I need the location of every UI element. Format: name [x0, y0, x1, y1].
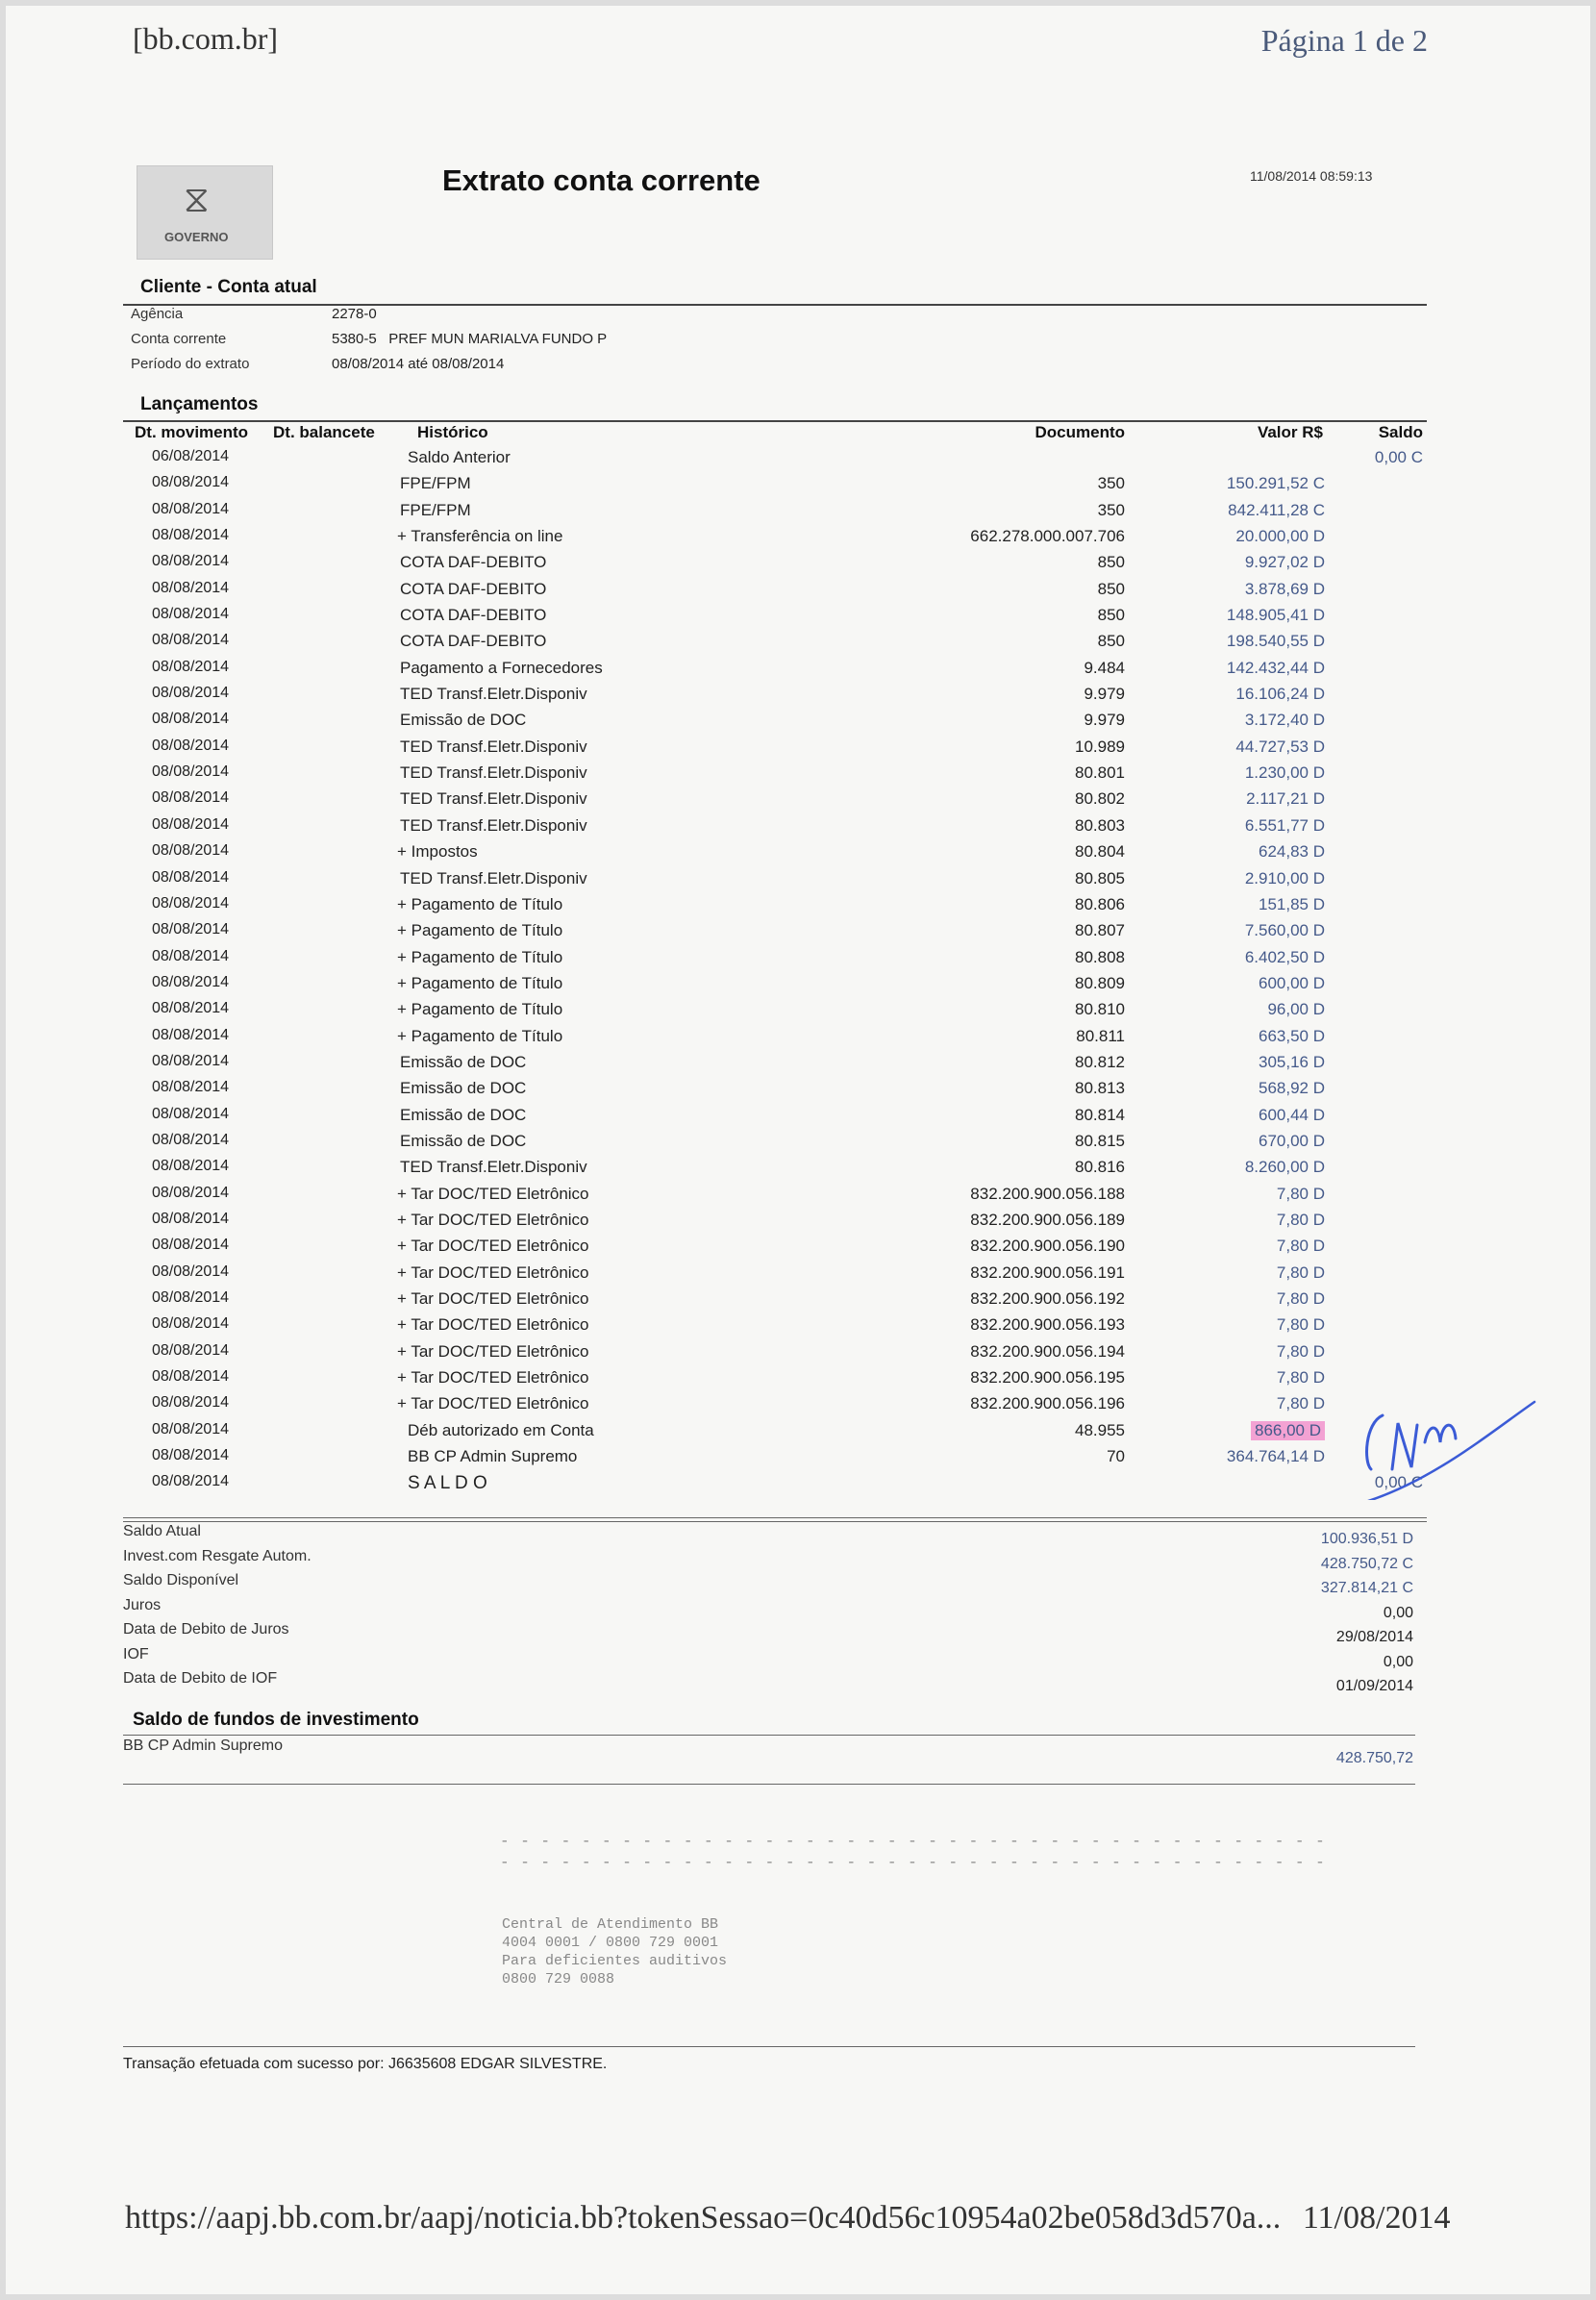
- row-valor: 7,80 D: [1276, 1210, 1325, 1229]
- col-historico: Histórico: [417, 423, 488, 441]
- row-valor: 150.291,52 C: [1226, 474, 1325, 493]
- row-valor: 2.910,00 D: [1244, 868, 1325, 888]
- row-historico: + Pagamento de Título: [397, 1026, 563, 1045]
- summary-value: 428.750,72 C: [1320, 1555, 1413, 1572]
- row-documento: 832.200.900.056.195: [970, 1368, 1125, 1388]
- row-valor: 624,83 D: [1259, 842, 1325, 862]
- row-date: 08/08/2014: [152, 632, 230, 649]
- row-valor: 7.560,00 D: [1244, 921, 1325, 940]
- dashed-line-2: - - - - - - - - - - - - - - - - - - - - - - - - - - - - - - - - - - - - - - - - -: [500, 1854, 1326, 1871]
- row-documento: 9.979: [1084, 685, 1125, 704]
- row-documento: 832.200.900.056.193: [970, 1315, 1125, 1335]
- support-block: [502, 1915, 727, 1988]
- row-historico: + Tar DOC/TED Eletrônico: [397, 1341, 589, 1361]
- row-documento: 80.802: [1075, 789, 1125, 809]
- row-valor: 7,80 D: [1276, 1184, 1325, 1203]
- summary-label: Saldo Atual: [123, 1523, 201, 1539]
- table-row: [0, 842, 1596, 868]
- funds-divider: [123, 1735, 1415, 1736]
- row-historico: + Pagamento de Título: [397, 1000, 563, 1019]
- row-historico: TED Transf.Eletr.Disponiv: [400, 868, 587, 888]
- row-documento: 80.815: [1075, 1131, 1125, 1150]
- support-line-3: Para deficientes auditivos: [502, 1953, 728, 1969]
- entries-divider: [123, 420, 1427, 422]
- row-date: 06/08/2014: [152, 448, 230, 464]
- bb-logo-icon: ⧖: [184, 180, 210, 220]
- table-row: [0, 474, 1596, 500]
- row-documento: 80.806: [1075, 894, 1125, 913]
- row-historico: TED Transf.Eletr.Disponiv: [400, 685, 587, 704]
- summary-value: 100.936,51 D: [1320, 1531, 1413, 1547]
- row-valor: 7,80 D: [1276, 1315, 1325, 1335]
- table-row: [0, 763, 1596, 789]
- row-documento: 850: [1097, 553, 1125, 572]
- row-date: 08/08/2014: [152, 921, 230, 938]
- row-historico: + Tar DOC/TED Eletrônico: [397, 1289, 589, 1308]
- row-historico: TED Transf.Eletr.Disponiv: [400, 737, 587, 756]
- row-historico: COTA DAF-DEBITO: [400, 606, 547, 625]
- row-historico: + Transferência on line: [397, 527, 563, 546]
- col-dt-movimento: Dt. movimento: [135, 423, 249, 441]
- row-documento: 850: [1097, 632, 1125, 651]
- summary-label: IOF: [123, 1645, 149, 1662]
- row-valor: 866,00 D: [1251, 1421, 1325, 1440]
- row-documento: 80.805: [1075, 868, 1125, 888]
- row-date: 08/08/2014: [152, 658, 230, 675]
- row-date: 08/08/2014: [152, 1394, 230, 1412]
- row-date: 08/08/2014: [152, 1026, 230, 1043]
- row-date: 08/08/2014: [152, 1341, 230, 1359]
- row-documento: 832.200.900.056.190: [970, 1237, 1125, 1256]
- row-documento: 850: [1097, 606, 1125, 625]
- row-historico: + Pagamento de Título: [397, 973, 563, 992]
- row-documento: 48.955: [1075, 1420, 1125, 1439]
- row-valor: 2.117,21 D: [1246, 789, 1325, 809]
- row-historico: TED Transf.Eletr.Disponiv: [400, 1158, 587, 1177]
- table-row: [0, 1132, 1596, 1158]
- row-historico: + Impostos: [397, 842, 478, 862]
- row-valor: 600,44 D: [1259, 1105, 1325, 1124]
- row-historico: Saldo Anterior: [408, 448, 511, 466]
- row-valor: 151,85 D: [1259, 894, 1325, 913]
- row-documento: 80.814: [1075, 1105, 1125, 1124]
- table-row: [0, 974, 1596, 1000]
- row-valor: 7,80 D: [1276, 1394, 1325, 1413]
- row-saldo: 0,00 C: [1374, 1473, 1423, 1492]
- row-historico: Emissão de DOC: [400, 1052, 527, 1071]
- row-documento: 10.989: [1075, 737, 1125, 756]
- row-valor: 96,00 D: [1267, 1000, 1325, 1019]
- row-date: 08/08/2014: [152, 1210, 230, 1227]
- row-historico: + Tar DOC/TED Eletrônico: [397, 1315, 589, 1335]
- fund-name: BB CP Admin Supremo: [123, 1738, 284, 1754]
- row-documento: 9.979: [1084, 711, 1125, 730]
- table-row: [0, 685, 1596, 711]
- table-row: [0, 1289, 1596, 1315]
- client-section-title: Cliente - Conta atual: [140, 277, 317, 297]
- row-date: 08/08/2014: [152, 1315, 230, 1333]
- row-documento: 832.200.900.056.192: [970, 1289, 1125, 1308]
- col-saldo: Saldo: [1378, 423, 1423, 441]
- table-row: [0, 1106, 1596, 1132]
- summary-label: Data de Debito de Juros: [123, 1621, 289, 1638]
- table-row: [0, 1027, 1596, 1053]
- summary-label: Data de Debito de IOF: [123, 1670, 278, 1687]
- fund-value: 428.750,72: [1335, 1750, 1413, 1766]
- row-historico: Déb autorizado em Conta: [408, 1420, 594, 1439]
- row-date: 08/08/2014: [152, 1105, 230, 1122]
- row-date: 08/08/2014: [152, 527, 230, 544]
- summary-label: Saldo Disponível: [123, 1572, 239, 1588]
- row-valor: 3.172,40 D: [1244, 711, 1325, 730]
- row-historico: COTA DAF-DEBITO: [400, 579, 547, 598]
- table-row: [0, 895, 1596, 921]
- summary-divider-top: [123, 1517, 1427, 1518]
- table-row: [0, 948, 1596, 974]
- row-documento: 9.484: [1084, 658, 1125, 677]
- row-date: 08/08/2014: [152, 1158, 230, 1175]
- table-row: [0, 527, 1596, 553]
- table-row: [0, 1158, 1596, 1184]
- support-line-2: 4004 0001 / 0800 729 0001: [502, 1935, 719, 1951]
- table-row: [0, 1000, 1596, 1026]
- table-row: [0, 711, 1596, 737]
- row-date: 08/08/2014: [152, 763, 230, 781]
- row-valor: 6.551,77 D: [1244, 815, 1325, 835]
- row-historico: FPE/FPM: [400, 500, 471, 519]
- row-historico: + Pagamento de Título: [397, 894, 563, 913]
- row-documento: 80.801: [1075, 763, 1125, 783]
- row-date: 08/08/2014: [152, 711, 230, 728]
- row-historico: + Tar DOC/TED Eletrônico: [397, 1184, 589, 1203]
- logo-caption: GOVERNO: [164, 230, 229, 244]
- row-valor: 670,00 D: [1259, 1131, 1325, 1150]
- dashed-line-1: - - - - - - - - - - - - - - - - - - - - - - - - - - - - - - - - - - - - - - - - -: [500, 1833, 1326, 1850]
- row-valor: 142.432,44 D: [1226, 658, 1325, 677]
- row-historico: TED Transf.Eletr.Disponiv: [400, 763, 587, 783]
- page-number: Página 1 de 2: [1260, 23, 1428, 58]
- entries-section-title: Lançamentos: [140, 394, 259, 414]
- row-documento: 80.810: [1075, 1000, 1125, 1019]
- bank-logo: [137, 165, 273, 260]
- table-row: [0, 1315, 1596, 1341]
- footer-date: 11/08/2014: [1302, 2200, 1451, 2236]
- table-row: [0, 738, 1596, 763]
- row-documento: 350: [1097, 500, 1125, 519]
- row-historico: Emissão de DOC: [400, 1105, 527, 1124]
- table-row: [0, 1211, 1596, 1237]
- row-documento: 832.200.900.056.191: [970, 1262, 1125, 1282]
- row-historico: Pagamento a Fornecedores: [400, 658, 603, 677]
- row-date: 08/08/2014: [152, 579, 230, 596]
- row-valor: 9.927,02 D: [1244, 553, 1325, 572]
- row-date: 08/08/2014: [152, 1420, 230, 1438]
- row-date: 08/08/2014: [152, 1079, 230, 1096]
- table-row: [0, 448, 1596, 474]
- transaction-divider: [123, 2046, 1415, 2047]
- row-valor: 663,50 D: [1259, 1026, 1325, 1045]
- handwritten-initials: [1346, 1356, 1538, 1500]
- row-documento: 850: [1097, 579, 1125, 598]
- row-documento: 80.816: [1075, 1158, 1125, 1177]
- row-historico: Emissão de DOC: [400, 711, 527, 730]
- table-row: [0, 789, 1596, 815]
- row-date: 08/08/2014: [152, 815, 230, 833]
- row-historico: + Tar DOC/TED Eletrônico: [397, 1394, 589, 1413]
- row-historico: FPE/FPM: [400, 474, 471, 493]
- summary-label: Juros: [123, 1596, 162, 1613]
- row-valor: 7,80 D: [1276, 1262, 1325, 1282]
- row-date: 08/08/2014: [152, 1184, 230, 1201]
- row-documento: 80.812: [1075, 1052, 1125, 1071]
- row-date: 08/08/2014: [152, 1447, 230, 1464]
- row-valor: 16.106,24 D: [1235, 685, 1325, 704]
- row-documento: 350: [1097, 474, 1125, 493]
- row-historico: COTA DAF-DEBITO: [400, 553, 547, 572]
- row-valor: 1.230,00 D: [1244, 763, 1325, 783]
- row-documento: 832.200.900.056.194: [970, 1341, 1125, 1361]
- row-date: 08/08/2014: [152, 1289, 230, 1306]
- row-historico: + Tar DOC/TED Eletrônico: [397, 1262, 589, 1282]
- row-historico: TED Transf.Eletr.Disponiv: [400, 789, 587, 809]
- row-documento: 832.200.900.056.196: [970, 1394, 1125, 1413]
- row-date: 08/08/2014: [152, 1237, 230, 1254]
- site-label: [bb.com.br]: [133, 21, 279, 56]
- table-row: [0, 1237, 1596, 1262]
- row-documento: 80.811: [1076, 1026, 1125, 1045]
- table-row: [0, 501, 1596, 527]
- row-date: 08/08/2014: [152, 1262, 230, 1280]
- row-date: 08/08/2014: [152, 1473, 230, 1490]
- row-date: 08/08/2014: [152, 1368, 230, 1386]
- summary-value: 0,00: [1383, 1604, 1413, 1621]
- row-historico: + Pagamento de Título: [397, 947, 563, 966]
- row-historico: + Tar DOC/TED Eletrônico: [397, 1237, 589, 1256]
- row-valor: 3.878,69 D: [1244, 579, 1325, 598]
- row-valor: 600,00 D: [1259, 973, 1325, 992]
- table-row: [0, 816, 1596, 842]
- summary-value: 327.814,21 C: [1320, 1580, 1413, 1596]
- row-historico: + Tar DOC/TED Eletrônico: [397, 1210, 589, 1229]
- agency-value: 2278-0: [332, 306, 377, 322]
- table-row: [0, 632, 1596, 658]
- row-valor: 7,80 D: [1276, 1237, 1325, 1256]
- row-valor: 7,80 D: [1276, 1368, 1325, 1388]
- row-date: 08/08/2014: [152, 1131, 230, 1148]
- row-documento: 832.200.900.056.188: [970, 1184, 1125, 1203]
- row-date: 08/08/2014: [152, 894, 230, 912]
- period-label: Período do extrato: [131, 356, 250, 372]
- row-date: 08/08/2014: [152, 1052, 230, 1069]
- summary-label: Invest.com Resgate Autom.: [123, 1547, 312, 1564]
- agency-label: Agência: [131, 306, 184, 322]
- row-valor: 7,80 D: [1276, 1289, 1325, 1308]
- row-saldo: 0,00 C: [1374, 448, 1423, 466]
- account-value: 5380-5 PREF MUN MARIALVA FUNDO P: [332, 331, 608, 347]
- row-date: 08/08/2014: [152, 868, 230, 886]
- row-valor: 44.727,53 D: [1235, 737, 1325, 756]
- row-documento: 70: [1107, 1447, 1125, 1466]
- row-valor: 305,16 D: [1259, 1052, 1325, 1071]
- summary-value: 29/08/2014: [1335, 1629, 1413, 1645]
- table-row: [0, 553, 1596, 579]
- table-row: [0, 1079, 1596, 1105]
- support-line-4: 0800 729 0088: [502, 1971, 615, 1988]
- row-date: 08/08/2014: [152, 842, 230, 860]
- row-historico: + Pagamento de Título: [397, 921, 563, 940]
- row-date: 08/08/2014: [152, 553, 230, 570]
- timestamp: 11/08/2014 08:59:13: [1250, 168, 1373, 184]
- row-valor: 148.905,41 D: [1226, 606, 1325, 625]
- funds-divider-bottom: [123, 1784, 1415, 1785]
- row-valor: 364.764,14 D: [1226, 1447, 1325, 1466]
- funds-section-title: Saldo de fundos de investimento: [133, 1710, 419, 1730]
- transaction-status: Transação efetuada com sucesso por: J6635608 EDGAR SILVESTRE.: [123, 2056, 608, 2072]
- row-date: 08/08/2014: [152, 1000, 230, 1017]
- table-row: [0, 1263, 1596, 1289]
- client-divider: [123, 304, 1427, 306]
- row-date: 08/08/2014: [152, 947, 230, 964]
- row-historico: COTA DAF-DEBITO: [400, 632, 547, 651]
- row-historico: + Tar DOC/TED Eletrônico: [397, 1368, 589, 1388]
- footer-url-text[interactable]: https://aapj.bb.com.br/aapj/noticia.bb?tokenSessao=0c40d56c10954a02be058d3d570a...: [125, 2200, 1282, 2236]
- row-valor: 568,92 D: [1259, 1079, 1325, 1098]
- row-valor: 20.000,00 D: [1235, 527, 1325, 546]
- summary-divider-bottom: [123, 1521, 1427, 1522]
- row-documento: 832.200.900.056.189: [970, 1210, 1125, 1229]
- row-date: 08/08/2014: [152, 606, 230, 623]
- row-valor: 8.260,00 D: [1244, 1158, 1325, 1177]
- row-date: 08/08/2014: [152, 500, 230, 517]
- row-valor: 842.411,28 C: [1228, 500, 1325, 519]
- row-historico: Emissão de DOC: [400, 1079, 527, 1098]
- row-date: 08/08/2014: [152, 973, 230, 990]
- row-documento: 80.804: [1075, 842, 1125, 862]
- row-documento: 80.807: [1075, 921, 1125, 940]
- table-row: [0, 659, 1596, 685]
- summary-value: 0,00: [1383, 1653, 1413, 1670]
- row-documento: 80.808: [1075, 947, 1125, 966]
- support-line-1: Central de Atendimento BB: [502, 1916, 719, 1933]
- row-historico: Emissão de DOC: [400, 1131, 527, 1150]
- summary-value: 01/09/2014: [1335, 1678, 1413, 1694]
- table-row: [0, 580, 1596, 606]
- row-historico: TED Transf.Eletr.Disponiv: [400, 815, 587, 835]
- entries-table: [0, 448, 1596, 1500]
- table-row: [0, 1053, 1596, 1079]
- footer-url: [125, 2200, 1450, 2237]
- col-documento: Documento: [1035, 423, 1125, 441]
- page-title: Extrato conta corrente: [442, 163, 761, 197]
- row-documento: 80.813: [1075, 1079, 1125, 1098]
- col-valor: Valor R$: [1257, 423, 1323, 441]
- row-date: 08/08/2014: [152, 685, 230, 702]
- row-documento: 80.803: [1075, 815, 1125, 835]
- row-historico: S A L D O: [408, 1473, 487, 1494]
- table-row: [0, 606, 1596, 632]
- row-documento: 80.809: [1075, 973, 1125, 992]
- row-documento: 662.278.000.007.706: [970, 527, 1125, 546]
- period-value: 08/08/2014 até 08/08/2014: [332, 356, 505, 372]
- col-dt-balancete: Dt. balancete: [273, 423, 375, 441]
- row-date: 08/08/2014: [152, 474, 230, 491]
- row-date: 08/08/2014: [152, 737, 230, 754]
- row-valor: 7,80 D: [1276, 1341, 1325, 1361]
- table-row: [0, 1185, 1596, 1211]
- row-historico: BB CP Admin Supremo: [408, 1447, 578, 1466]
- table-row: [0, 869, 1596, 895]
- row-date: 08/08/2014: [152, 789, 230, 807]
- table-row: [0, 921, 1596, 947]
- account-label: Conta corrente: [131, 331, 227, 347]
- row-valor: 198.540,55 D: [1226, 632, 1325, 651]
- row-valor: 6.402,50 D: [1244, 947, 1325, 966]
